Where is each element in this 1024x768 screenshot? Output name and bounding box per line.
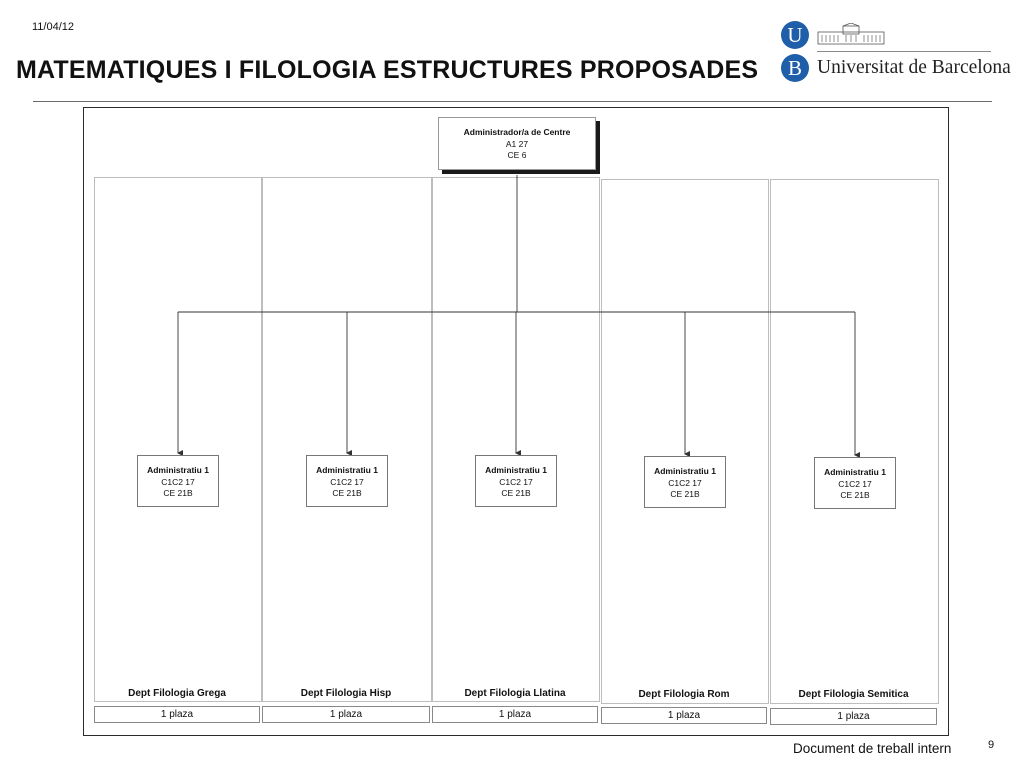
root-position-title: Administrador/a de Centre bbox=[463, 127, 571, 137]
page-title: MATEMATIQUES I FILOLOGIA ESTRUCTURES PROPOSADES bbox=[16, 56, 759, 84]
position-ce: CE 21B bbox=[840, 490, 870, 500]
position-title: Administratiu 1 bbox=[485, 465, 547, 475]
university-name: Universitat de Barcelona bbox=[817, 57, 1011, 78]
root-position-grade: A1 27 bbox=[505, 138, 529, 149]
position-ce: CE 21B bbox=[501, 488, 531, 498]
department-places-grega: 1 plaza bbox=[94, 706, 260, 723]
logo-b-mark: B bbox=[781, 54, 809, 82]
position-grade: C1C2 17 bbox=[838, 478, 872, 489]
department-name-hisp: Dept Filologia Hisp bbox=[300, 688, 392, 699]
position-ce: CE 21B bbox=[163, 488, 193, 498]
page-number: 9 bbox=[988, 739, 995, 751]
position-grade: C1C2 17 bbox=[668, 477, 702, 488]
position-box-semitica bbox=[814, 457, 896, 509]
footer-note: Document de treball intern bbox=[793, 741, 952, 756]
position-title: Administratiu 1 bbox=[147, 465, 209, 475]
position-grade: C1C2 17 bbox=[161, 476, 195, 487]
position-ce: CE 21B bbox=[332, 488, 362, 498]
root-position-ce: CE 6 bbox=[507, 150, 527, 160]
department-name-rom: Dept Filologia Rom bbox=[638, 689, 730, 700]
department-name-semitica: Dept Filologia Semitica bbox=[798, 689, 909, 700]
department-name-grega: Dept Filologia Grega bbox=[128, 688, 226, 699]
position-box-rom bbox=[644, 456, 726, 508]
position-ce: CE 21B bbox=[670, 489, 700, 499]
position-box-llatina bbox=[475, 455, 557, 507]
position-box-grega bbox=[137, 455, 219, 507]
logo-u-mark: U bbox=[781, 21, 809, 49]
department-places-rom: 1 plaza bbox=[601, 707, 767, 724]
position-grade: C1C2 17 bbox=[499, 476, 533, 487]
department-places-llatina: 1 plaza bbox=[432, 706, 598, 723]
position-title: Administratiu 1 bbox=[316, 465, 378, 475]
department-places-semitica: 1 plaza bbox=[770, 708, 937, 725]
position-title: Administratiu 1 bbox=[824, 467, 886, 477]
department-name-llatina: Dept Filologia Llatina bbox=[464, 688, 566, 699]
root-position-box bbox=[438, 117, 596, 170]
date-label: 11/04/12 bbox=[32, 21, 75, 33]
position-grade: C1C2 17 bbox=[330, 476, 364, 487]
position-title: Administratiu 1 bbox=[654, 466, 716, 476]
position-box-hisp bbox=[306, 455, 388, 507]
department-places-hisp: 1 plaza bbox=[262, 706, 430, 723]
